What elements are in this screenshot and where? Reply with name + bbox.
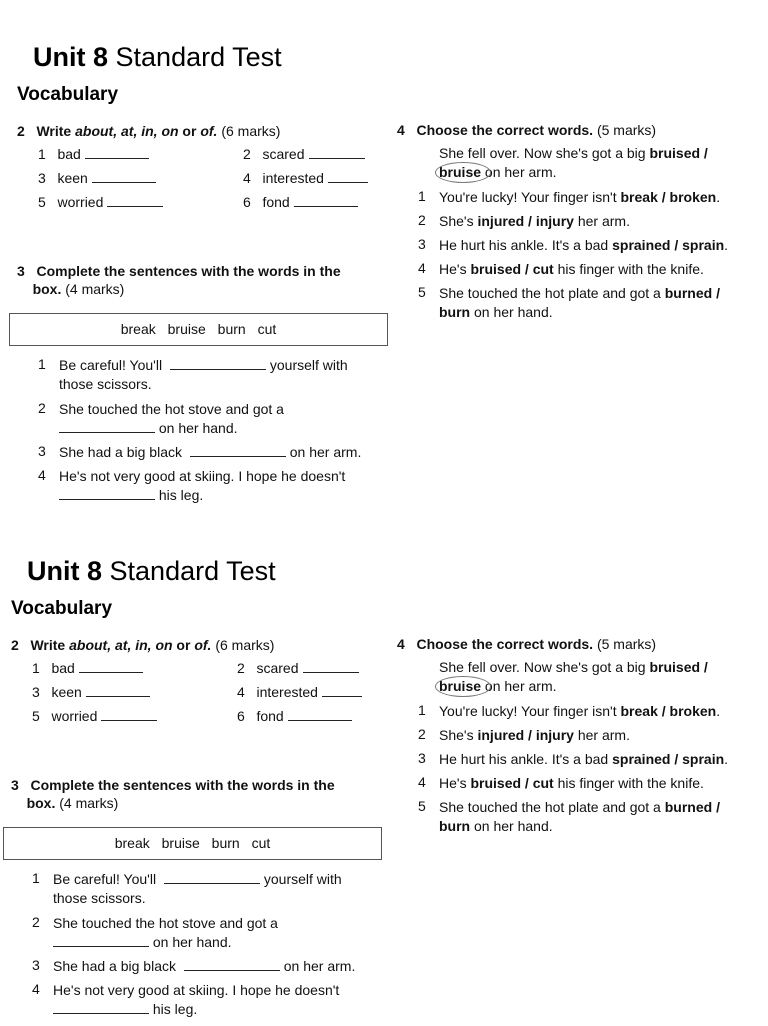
q2-item: 6 fond [243, 193, 358, 212]
answer-blank[interactable] [322, 685, 362, 697]
q2-item: 4 interested [237, 683, 362, 702]
answer-blank[interactable] [59, 421, 155, 433]
answer-blank[interactable] [86, 685, 150, 697]
q2-item: 6 fond [237, 707, 352, 726]
answer-blank[interactable] [59, 488, 155, 500]
q4-heading: 4 Choose the correct words. (5 marks) [397, 122, 657, 138]
q3-item-number: 2 [32, 914, 40, 930]
answer-blank[interactable] [101, 709, 157, 721]
q3-item-text: Be careful! You'll yourself with those scissors. [59, 357, 348, 392]
q4-item-text: He's bruised / cut his finger with the knife. [439, 775, 704, 791]
q4-item-number: 3 [418, 236, 426, 252]
q3-item-text: She touched the hot stove and got a on her hand. [59, 401, 284, 436]
q4-heading: 4 Choose the correct words. (5 marks) [397, 636, 657, 652]
word-box [9, 313, 388, 346]
answer-circle [435, 676, 491, 697]
q4-item-text: You're lucky! Your finger isn't break / broken. [439, 703, 721, 719]
page-title: Unit 8 Standard Test [33, 42, 282, 72]
circled-answer: bruise [439, 164, 482, 180]
box-word: break [114, 835, 150, 851]
q3-heading: 3 Complete the sentences with the words in the box. (4 marks) [11, 777, 335, 811]
box-word: burn [217, 321, 246, 337]
section-heading: Vocabulary [11, 598, 113, 619]
answer-blank[interactable] [170, 358, 266, 370]
q4-item-text: She touched the hot plate and got a burned / burn on her hand. [439, 285, 720, 320]
q2-item: 1 bad [32, 659, 143, 678]
answer-blank[interactable] [328, 171, 368, 183]
q3-item-number: 4 [32, 981, 40, 997]
q4-item-number: 2 [418, 726, 426, 742]
q3-item-number: 3 [32, 957, 40, 973]
q3-item-number: 1 [32, 870, 40, 886]
answer-blank[interactable] [190, 445, 286, 457]
answer-blank[interactable] [164, 872, 260, 884]
q4-item-text: You're lucky! Your finger isn't break / broken. [439, 189, 721, 205]
q2-item: 2 scared [237, 659, 359, 678]
answer-blank[interactable] [294, 195, 358, 207]
q3-item-number: 1 [38, 356, 46, 372]
answer-blank[interactable] [309, 147, 365, 159]
box-word: burn [211, 835, 240, 851]
q4-item-number: 5 [418, 284, 426, 300]
q2-item: 2 scared [243, 145, 365, 164]
q4-item-number: 5 [418, 798, 426, 814]
q2-heading: 2 Write about, at, in, on or of. (6 marks) [17, 123, 281, 139]
q4-item-text: She's injured / injury her arm. [439, 213, 630, 229]
q2-item: 1 bad [38, 145, 149, 164]
answer-blank[interactable] [288, 709, 352, 721]
q4-item-number: 4 [418, 260, 426, 276]
circled-answer: bruise [439, 678, 482, 694]
q3-item-number: 4 [38, 467, 46, 483]
q3-item-text: He's not very good at skiing. I hope he doesn't his leg. [59, 468, 346, 503]
box-word: bruise [161, 835, 200, 851]
q4-item-text: He's bruised / cut his finger with the knife. [439, 261, 704, 277]
q4-item-number: 1 [418, 188, 426, 204]
q4-item-text: She's injured / injury her arm. [439, 727, 630, 743]
q3-heading: 3 Complete the sentences with the words in the box. (4 marks) [17, 263, 341, 297]
q3-item-number: 2 [38, 400, 46, 416]
q4-item-text: He hurt his ankle. It's a bad sprained / sprain. [439, 751, 729, 767]
answer-blank[interactable] [303, 661, 359, 673]
box-word: break [120, 321, 156, 337]
q2-item: 5 worried [32, 707, 157, 726]
section-heading: Vocabulary [17, 84, 119, 105]
answer-blank[interactable] [85, 147, 149, 159]
worksheet-copy-2 [0, 514, 768, 1026]
q4-item-number: 3 [418, 750, 426, 766]
worksheet-copy-1 [0, 0, 768, 512]
box-word: bruise [167, 321, 206, 337]
q3-item-text: He's not very good at skiing. I hope he doesn't his leg. [53, 982, 340, 1017]
q2-heading: 2 Write about, at, in, on or of. (6 marks) [11, 637, 275, 653]
answer-circle [435, 162, 491, 183]
answer-blank[interactable] [184, 959, 280, 971]
word-box [3, 827, 382, 860]
q2-item: 3 keen [32, 683, 150, 702]
q4-example: She fell over. Now she's got a big bruised / bruise on her arm. [439, 659, 708, 694]
q4-item-text: He hurt his ankle. It's a bad sprained / sprain. [439, 237, 729, 253]
page-title: Unit 8 Standard Test [27, 556, 276, 586]
q3-item-number: 3 [38, 443, 46, 459]
q3-item-text: She had a big black on her arm. [59, 444, 362, 460]
q4-item-number: 2 [418, 212, 426, 228]
q2-item: 3 keen [38, 169, 156, 188]
q4-item-text: She touched the hot plate and got a burned / burn on her hand. [439, 799, 720, 834]
q3-item-text: Be careful! You'll yourself with those scissors. [53, 871, 342, 906]
q4-item-number: 4 [418, 774, 426, 790]
q2-item: 5 worried [38, 193, 163, 212]
q3-item-text: She touched the hot stove and got a on her hand. [53, 915, 278, 950]
q4-item-number: 1 [418, 702, 426, 718]
answer-blank[interactable] [92, 171, 156, 183]
box-word: cut [257, 321, 277, 337]
q3-item-text: She had a big black on her arm. [53, 958, 356, 974]
answer-blank[interactable] [79, 661, 143, 673]
answer-blank[interactable] [107, 195, 163, 207]
q2-item: 4 interested [243, 169, 368, 188]
q4-example: She fell over. Now she's got a big bruised / bruise on her arm. [439, 145, 708, 180]
answer-blank[interactable] [53, 1002, 149, 1014]
box-word: cut [251, 835, 271, 851]
answer-blank[interactable] [53, 935, 149, 947]
